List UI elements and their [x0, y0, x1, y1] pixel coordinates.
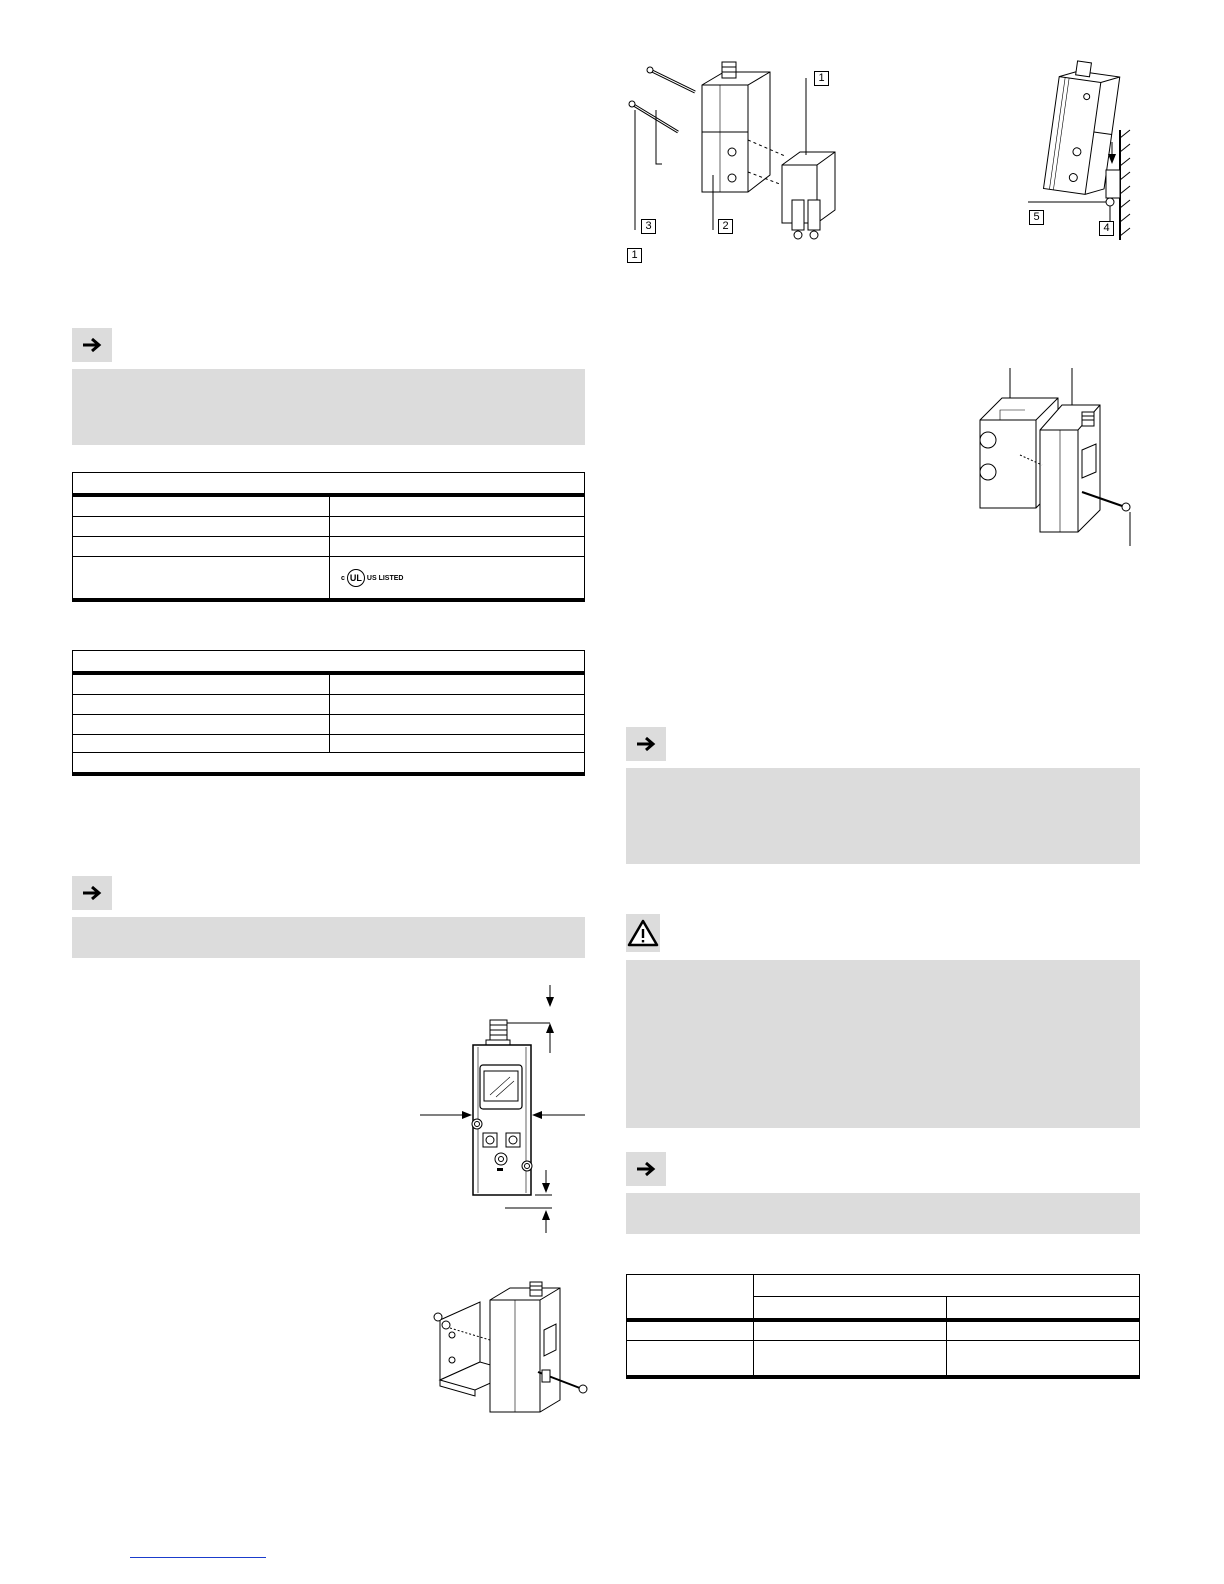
warning-triangle-icon	[627, 919, 659, 947]
exploded-assembly-drawing	[620, 60, 840, 270]
ul-listed-mark	[341, 569, 403, 587]
arrow-right-icon	[82, 885, 102, 901]
figure-label: 5	[1029, 210, 1044, 225]
figure-label: 3	[641, 219, 656, 234]
figure-label: 4	[1099, 221, 1114, 236]
ul-us-listed-label: US LISTED	[366, 574, 404, 582]
note-body	[72, 917, 585, 958]
note-tab	[72, 876, 112, 910]
note-body	[626, 768, 1140, 864]
bracket-mounting-drawing	[420, 1280, 590, 1420]
arrow-right-icon	[636, 1161, 656, 1177]
note-body	[626, 1193, 1140, 1234]
ul-logo: UL	[347, 569, 365, 587]
warning-tab	[626, 914, 660, 952]
figure-label: 1	[814, 71, 829, 86]
note-body	[72, 369, 585, 445]
ul-c-label: c	[341, 574, 345, 582]
manifold-mounting-drawing	[970, 360, 1150, 550]
arrow-right-icon	[636, 736, 656, 752]
note-tab	[626, 1152, 666, 1186]
footer-link-underline[interactable]	[130, 1557, 266, 1558]
note-tab	[626, 727, 666, 761]
arrow-right-icon	[82, 337, 102, 353]
dimension-drawing	[410, 985, 590, 1235]
note-tab	[72, 328, 112, 362]
warning-body	[626, 960, 1140, 1128]
figure-label: 1	[627, 248, 642, 263]
figure-label: 2	[718, 219, 733, 234]
